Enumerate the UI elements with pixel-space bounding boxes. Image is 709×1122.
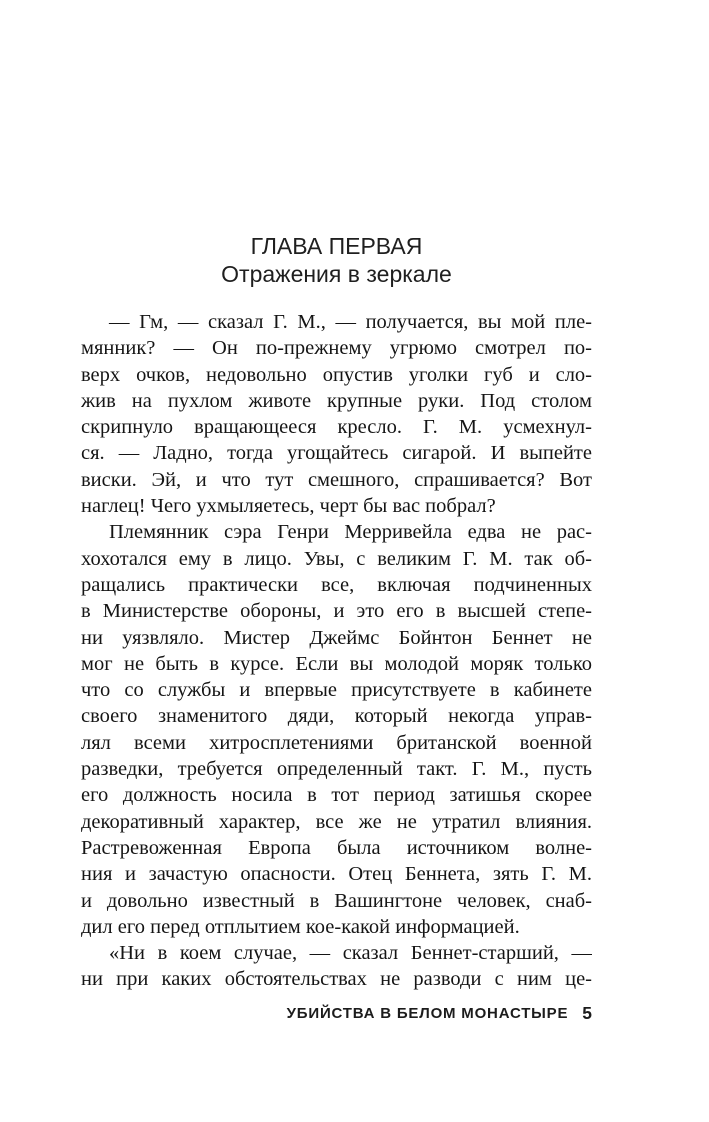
text-line: и довольно известный в Вашингтоне человек, снаб-: [81, 889, 592, 912]
text-line: ни уязвляло. Мистер Джеймс Бойнтон Беннет не: [81, 626, 592, 649]
text-line: ся. — Ладно, тогда угощайтесь сигарой. И выпейте: [81, 442, 592, 465]
text-line: его должность носила в тот период затишья скорее: [81, 784, 592, 807]
paragraph: [81, 519, 592, 940]
text-line: ращались практически все, включая подчиненных: [81, 573, 592, 596]
page-footer: [81, 1003, 592, 1024]
page-number: 5: [582, 1003, 592, 1023]
text-line: лял всеми хитросплетениями британской военной: [81, 731, 592, 754]
text-line: жив на пухлом животе крупные руки. Под столом: [81, 389, 592, 412]
text-line: что со службы и впервые присутствуете в кабинете: [81, 679, 592, 702]
text-line: ни при каких обстоятельствах не разводи с ним це-: [81, 968, 592, 991]
text-line: — Гм, — сказал Г. М., — получается, вы мой пле-: [109, 311, 592, 333]
text-line: наглец! Чего ухмыляетесь, черт бы вас побрал?: [81, 495, 496, 518]
text-line: скрипнуло вращающееся кресло. Г. М. усмехнул-: [81, 416, 592, 439]
text-line: декоративный характер, все же не утратил влияния.: [81, 810, 592, 833]
paragraph: [81, 940, 592, 993]
chapter-label: ГЛАВА ПЕРВАЯ: [250, 233, 423, 259]
text-line: в Министерстве обороны, и это его в высшей степе-: [81, 600, 592, 623]
text-line: Племянник сэра Генри Мерривейла едва не рас-: [109, 521, 592, 544]
text-line: дил его перед отплытием кое-какой информацией.: [81, 915, 520, 938]
text-line: мянник? — Он по-прежнему угрюмо смотрел по-: [81, 337, 592, 360]
text-line: ния и зачастую опасности. Отец Беннета, зять Г. М.: [81, 863, 592, 886]
text-line: виски. Эй, и что тут смешного, спрашивается? Вот: [81, 468, 592, 491]
page-text: [81, 309, 592, 993]
text-column: [81, 0, 592, 993]
text-line: разведки, требуется определенный такт. Г. М., пусть: [81, 758, 592, 781]
text-line: верх очков, недовольно опустив уголки губ и сло-: [81, 363, 592, 386]
text-line: хохотался ему в лицо. Увы, с великим Г. М. так об-: [81, 547, 592, 570]
text-line: «Ни в коем случае, — сказал Беннет-старший, —: [109, 942, 592, 965]
text-line: Растревоженная Европа была источником волне-: [81, 836, 592, 859]
text-line: мог не быть в курсе. Если вы молодой моряк только: [81, 652, 592, 675]
chapter-heading: [81, 232, 592, 288]
chapter-title: Отражения в зеркале: [221, 261, 452, 287]
running-title: УБИЙСТВА В БЕЛОМ МОНАСТЫРЕ: [286, 1005, 569, 1022]
paragraph: [81, 309, 592, 519]
text-line: своего знаменитого дяди, который некогда управ-: [81, 705, 592, 728]
